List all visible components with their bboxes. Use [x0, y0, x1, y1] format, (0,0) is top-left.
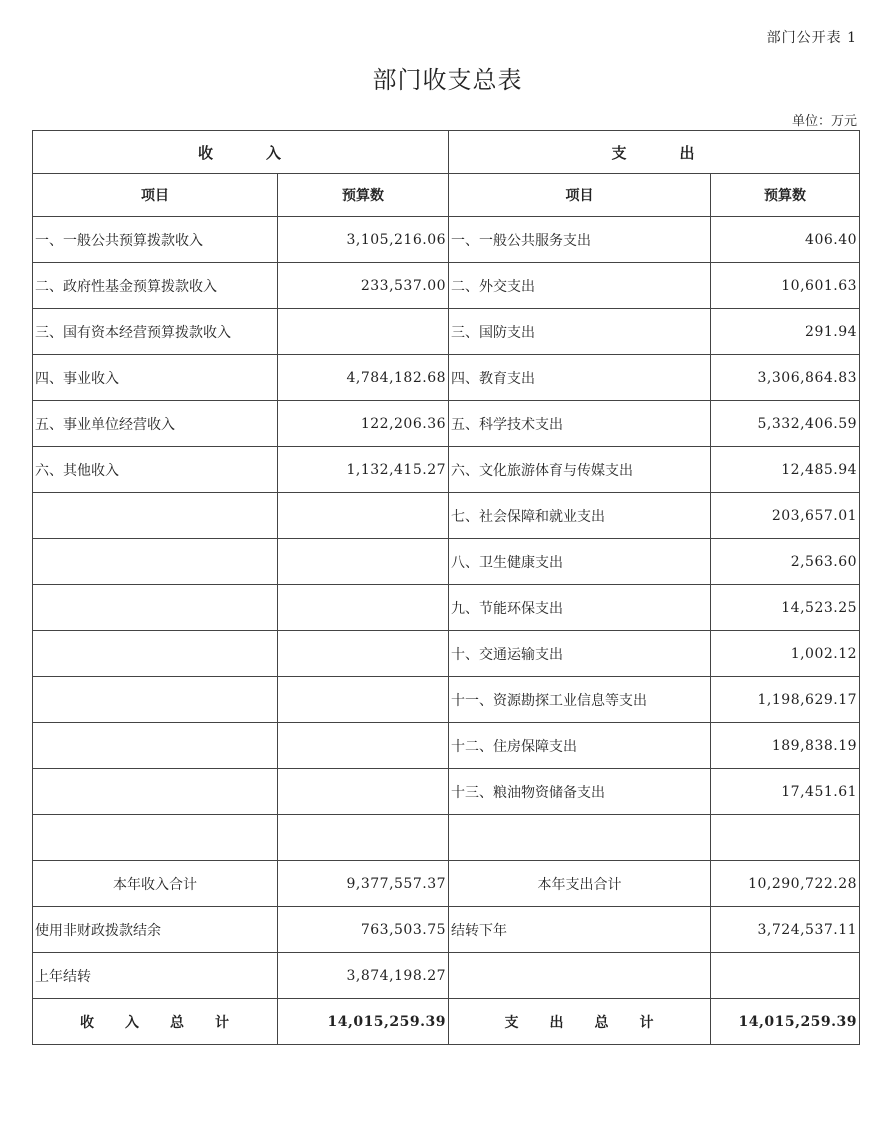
income-year-total-label: 本年收入合计: [33, 861, 278, 907]
income-item: 六、其他收入: [33, 447, 278, 493]
table-row: [33, 355, 860, 401]
expense-year-total-amount: 10,290,722.28: [711, 861, 860, 907]
expense-item: 十、交通运输支出: [449, 631, 711, 677]
budget-table: [32, 130, 860, 1045]
expense-item: 九、节能环保支出: [449, 585, 711, 631]
income-amount: 122,206.36: [278, 401, 449, 447]
expense-amount: 291.94: [711, 309, 860, 355]
expense-amount: 3,724,537.11: [711, 907, 860, 953]
expense-amount: 2,563.60: [711, 539, 860, 585]
expense-amount: 189,838.19: [711, 723, 860, 769]
table-row: [33, 309, 860, 355]
table-row: [33, 953, 860, 999]
expense-amount: 5,332,406.59: [711, 401, 860, 447]
income-item: 一、一般公共预算拨款收入: [33, 217, 278, 263]
table-row: [33, 539, 860, 585]
income-item: 五、事业单位经营收入: [33, 401, 278, 447]
expense-item: 十一、资源勘探工业信息等支出: [449, 677, 711, 723]
expense-item: [449, 815, 711, 861]
income-amount: 4,784,182.68: [278, 355, 449, 401]
income-section-header: 收 入: [33, 131, 449, 174]
income-amount: [278, 677, 449, 723]
expense-amount: 10,601.63: [711, 263, 860, 309]
form-number: 部门公开表 1: [766, 30, 857, 46]
expense-item: 二、外交支出: [449, 263, 711, 309]
expense-item: 四、教育支出: [449, 355, 711, 401]
expense-amount: 3,306,864.83: [711, 355, 860, 401]
expense-year-total-label: 本年支出合计: [449, 861, 711, 907]
income-item: [33, 539, 278, 585]
expense-amount: 1,198,629.17: [711, 677, 860, 723]
income-item-header: 项目: [33, 174, 278, 217]
expense-item: 六、文化旅游体育与传媒支出: [449, 447, 711, 493]
income-amount: [278, 585, 449, 631]
expense-item-header: 项目: [449, 174, 711, 217]
page-title: 部门收支总表: [372, 66, 523, 94]
income-item: [33, 585, 278, 631]
expense-item: 七、社会保障和就业支出: [449, 493, 711, 539]
table-body: [33, 131, 860, 1045]
table-row: [33, 769, 860, 815]
expense-item: 一、一般公共服务支出: [449, 217, 711, 263]
income-amount: [278, 631, 449, 677]
expense-amount: [711, 953, 860, 999]
expense-budget-header: 预算数: [711, 174, 860, 217]
expense-item: 十三、粮油物资储备支出: [449, 769, 711, 815]
income-item: 三、国有资本经营预算拨款收入: [33, 309, 278, 355]
table-row: [33, 447, 860, 493]
income-item: 使用非财政拨款结余: [33, 907, 278, 953]
income-budget-header: 预算数: [278, 174, 449, 217]
table-row: [33, 723, 860, 769]
income-item: [33, 493, 278, 539]
income-amount: 763,503.75: [278, 907, 449, 953]
income-amount: [278, 309, 449, 355]
expense-item: 三、国防支出: [449, 309, 711, 355]
expense-amount: 406.40: [711, 217, 860, 263]
income-amount: 3,874,198.27: [278, 953, 449, 999]
grand-total-row: [33, 999, 860, 1045]
income-amount: [278, 769, 449, 815]
year-total-row: [33, 861, 860, 907]
table-row: [33, 677, 860, 723]
income-item: [33, 631, 278, 677]
table-row: [33, 815, 860, 861]
expense-amount: 203,657.01: [711, 493, 860, 539]
expense-amount: [711, 815, 860, 861]
income-item: 上年结转: [33, 953, 278, 999]
expense-amount: 1,002.12: [711, 631, 860, 677]
income-item: 二、政府性基金预算拨款收入: [33, 263, 278, 309]
table-row: [33, 217, 860, 263]
header-row-sections: [33, 131, 860, 174]
table-row: [33, 401, 860, 447]
income-amount: 233,537.00: [278, 263, 449, 309]
expense-amount: 12,485.94: [711, 447, 860, 493]
unit-label: 单位：万元: [791, 114, 857, 129]
income-amount: [278, 539, 449, 585]
expense-grand-total-label: 支 出 总 计: [449, 999, 711, 1045]
income-amount: 1,132,415.27: [278, 447, 449, 493]
header-row-columns: [33, 174, 860, 217]
table-row: [33, 631, 860, 677]
income-year-total-amount: 9,377,557.37: [278, 861, 449, 907]
income-amount: [278, 723, 449, 769]
income-item: [33, 723, 278, 769]
expense-section-header: 支 出: [449, 131, 860, 174]
expense-item: 结转下年: [449, 907, 711, 953]
expense-amount: 17,451.61: [711, 769, 860, 815]
income-item: [33, 677, 278, 723]
income-grand-total-amount: 14,015,259.39: [278, 999, 449, 1045]
table-row: [33, 585, 860, 631]
table-row: [33, 263, 860, 309]
expense-item: 五、科学技术支出: [449, 401, 711, 447]
income-grand-total-label: 收 入 总 计: [33, 999, 278, 1045]
income-item: [33, 815, 278, 861]
income-item: 四、事业收入: [33, 355, 278, 401]
expense-amount: 14,523.25: [711, 585, 860, 631]
expense-item: 八、卫生健康支出: [449, 539, 711, 585]
income-amount: [278, 815, 449, 861]
expense-item: [449, 953, 711, 999]
expense-item: 十二、住房保障支出: [449, 723, 711, 769]
table-row: [33, 907, 860, 953]
income-amount: [278, 493, 449, 539]
income-amount: 3,105,216.06: [278, 217, 449, 263]
expense-grand-total-amount: 14,015,259.39: [711, 999, 860, 1045]
income-item: [33, 769, 278, 815]
table-row: [33, 493, 860, 539]
